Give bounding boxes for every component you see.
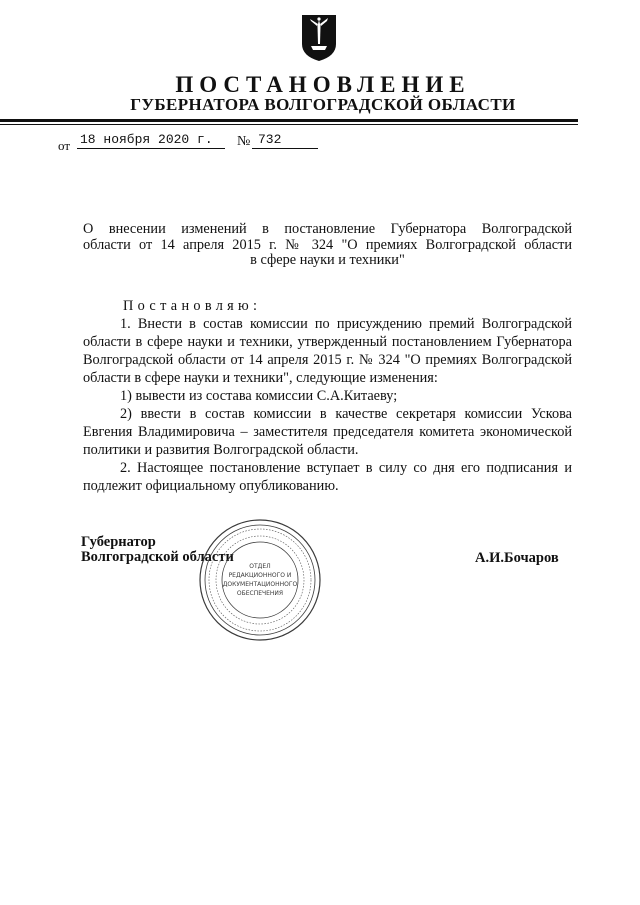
date-underline [77, 148, 225, 149]
document-subject [83, 222, 572, 269]
signatory-position-line: Губернатор [81, 534, 156, 550]
stamp-text-line: РЕДАКЦИОННОГО И [228, 572, 292, 579]
stamp-text-line: ДОКУМЕНТАЦИОННОГО [222, 581, 298, 588]
body-paragraph: 1) вывести из состава комиссии С.А.Китаеву; [120, 388, 398, 404]
header-rule-thick [0, 119, 578, 122]
subject-line: в сфере науки и техники" [250, 252, 405, 268]
official-stamp [198, 518, 322, 642]
document-number: 732 [258, 132, 282, 147]
body-paragraph: 2. Настоящее постановление вступает в силу со дня его подписания и подлежит официальному опубликованию. [83, 460, 572, 494]
date-prefix: от [58, 138, 71, 153]
document-subtitle: ГУБЕРНАТОРА ВОЛГОГРАДСКОЙ ОБЛАСТИ [130, 95, 516, 114]
body-paragraph: 2) ввести в состав комиссии в качестве секретаря комиссии Ускова Евгения Владимировича – заместителя председателя комитета экономической политики и развития Волгоградской области. [83, 406, 572, 458]
subject-line: О внесении изменений в постановление Губернатора Волгоградской [83, 221, 572, 237]
body-paragraph: 1. Внести в состав комиссии по присуждению премий Волгоградской области в сфере науки и техники, утвержденный постановлением Губернатора Волгоградской области от 14 апреля 2015 г. № 324 "О премиях Волгоградской области в сфере науки и техники", следующие изменения: [83, 316, 572, 386]
document-body [83, 315, 572, 495]
number-underline [252, 148, 318, 149]
stamp-text-line: ОТДЕЛ [249, 563, 271, 570]
coat-of-arms-icon [301, 14, 337, 62]
header-rule-thin [0, 124, 578, 125]
subject-line: области от 14 апреля 2015 г. № 324 "О премиях Волгоградской области [83, 236, 572, 253]
signatory-position-line: Волгоградской области [81, 549, 234, 565]
stamp-text-line: ОБЕСПЕЧЕНИЯ [236, 590, 284, 597]
number-prefix: № [237, 134, 251, 149]
document-date: 18 ноября 2020 г. [80, 132, 213, 147]
document-title: ПОСТАНОВЛЕНИЕ [175, 72, 471, 97]
signatory-name: А.И.Бочаров [475, 550, 559, 566]
resolve-word: Постановляю: [123, 298, 262, 314]
